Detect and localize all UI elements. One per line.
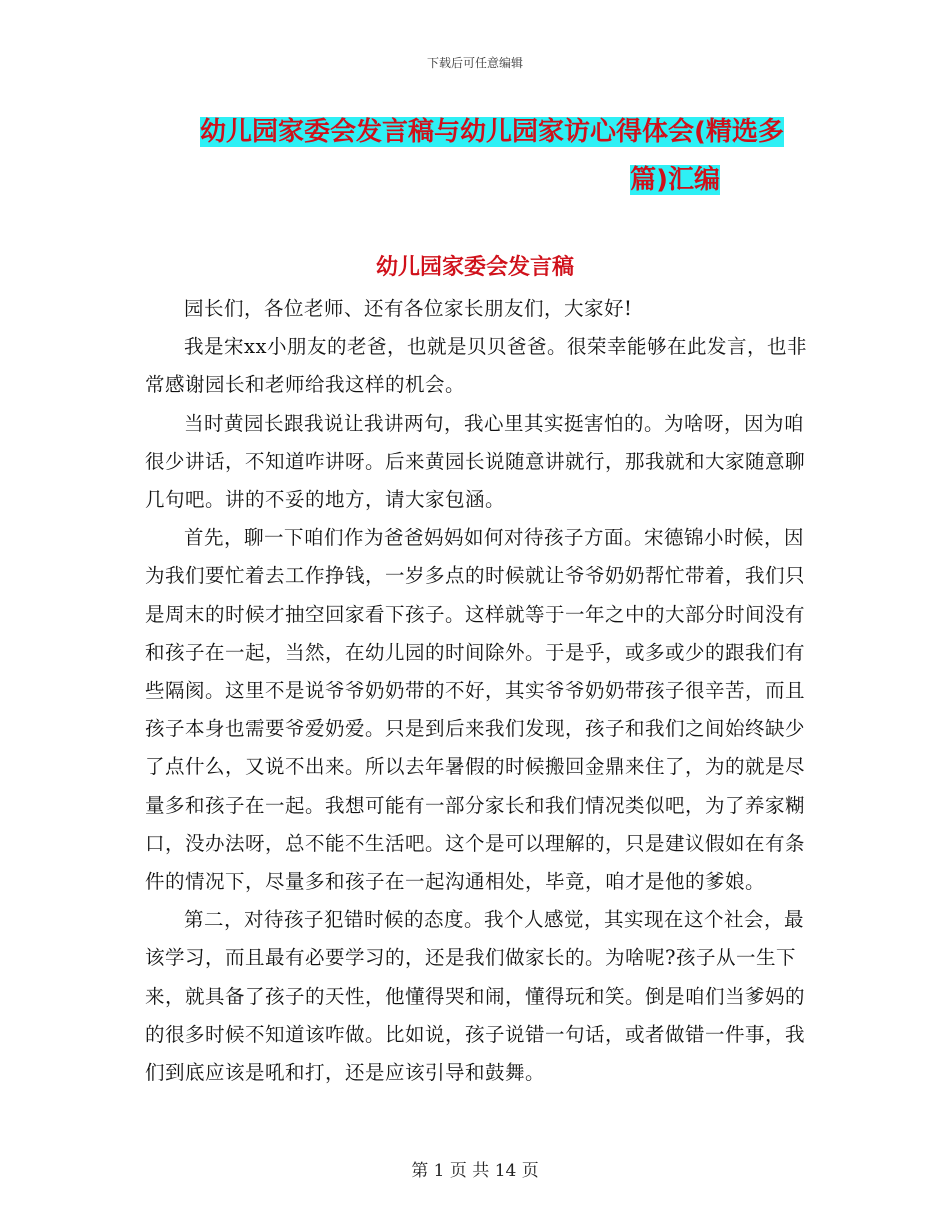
body-text [145,290,815,1092]
paragraph: 当时黄园长跟我说让我讲两句，我心里其实挺害怕的。为啥呀，因为咱很少讲话，不知道咋讲呀。后来黄园长说随意讲就行，那我就和大家随意聊几句吧。讲的不妥的地方，请大家包涵。 [145,411,806,512]
page-footer: 第 1 页 共 14 页 [411,1161,539,1181]
paragraph: 第二，对待孩子犯错时候的态度。我个人感觉，其实现在这个社会，最该学习，而且最有必要学习的，还是我们做家长的。为啥呢?孩子从一生下来，就具备了孩子的天性，他懂得哭和闹，懂得玩和笑。倒是咱们当爹妈的的很多时候不知道该咋做。比如说，孩子说错一句话，或者做错一件事，我们到底应该是吼和打，还是应该引导和鼓舞。 [145,908,806,1085]
header-note: 下载后可任意编辑 [426,56,523,70]
document-title [200,108,800,204]
paragraph: 园长们，各位老师、还有各位家长朋友们，大家好! [184,297,633,320]
section-title: 幼儿园家委会发言稿 [375,255,574,280]
paragraph: 首先，聊一下咱们作为爸爸妈妈如何对待孩子方面。宋德锦小时候，因为我们要忙着去工作挣钱，一岁多点的时候就让爷爷奶奶帮忙带着，我们只是周末的时候才抽空回家看下孩子。这样就等于一年之中的大部分时间没有和孩子在一起，当然，在幼儿园的时间除外。于是乎，或多或少的跟我们有些隔阂。这里不是说爷爷奶奶带的不好，其实爷爷奶奶带孩子很辛苦，而且孩子本身也需要爷爱奶爱。只是到后来我们发现，孩子和我们之间始终缺少了点什么，又说不出来。所以去年暑假的时候搬回金鼎来住了，为的就是尽量多和孩子在一起。我想可能有一部分家长和我们情况类似吧，为了养家糊口，没办法呀，总不能不生活吧。这个是可以理解的，只是建议假如在有条件的情况下，尽量多和孩子在一起沟通相处，毕竟，咱才是他的爹娘。 [145,526,806,894]
paragraph: 我是宋xx小朋友的老爸，也就是贝贝爸爸。很荣幸能够在此发言，也非常感谢园长和老师给我这样的机会。 [145,335,807,397]
document-title-line-2: 篇)汇编 [630,165,720,195]
document-title-line-1: 幼儿园家委会发言稿与幼儿园家访心得体会(精选多 [200,117,784,147]
